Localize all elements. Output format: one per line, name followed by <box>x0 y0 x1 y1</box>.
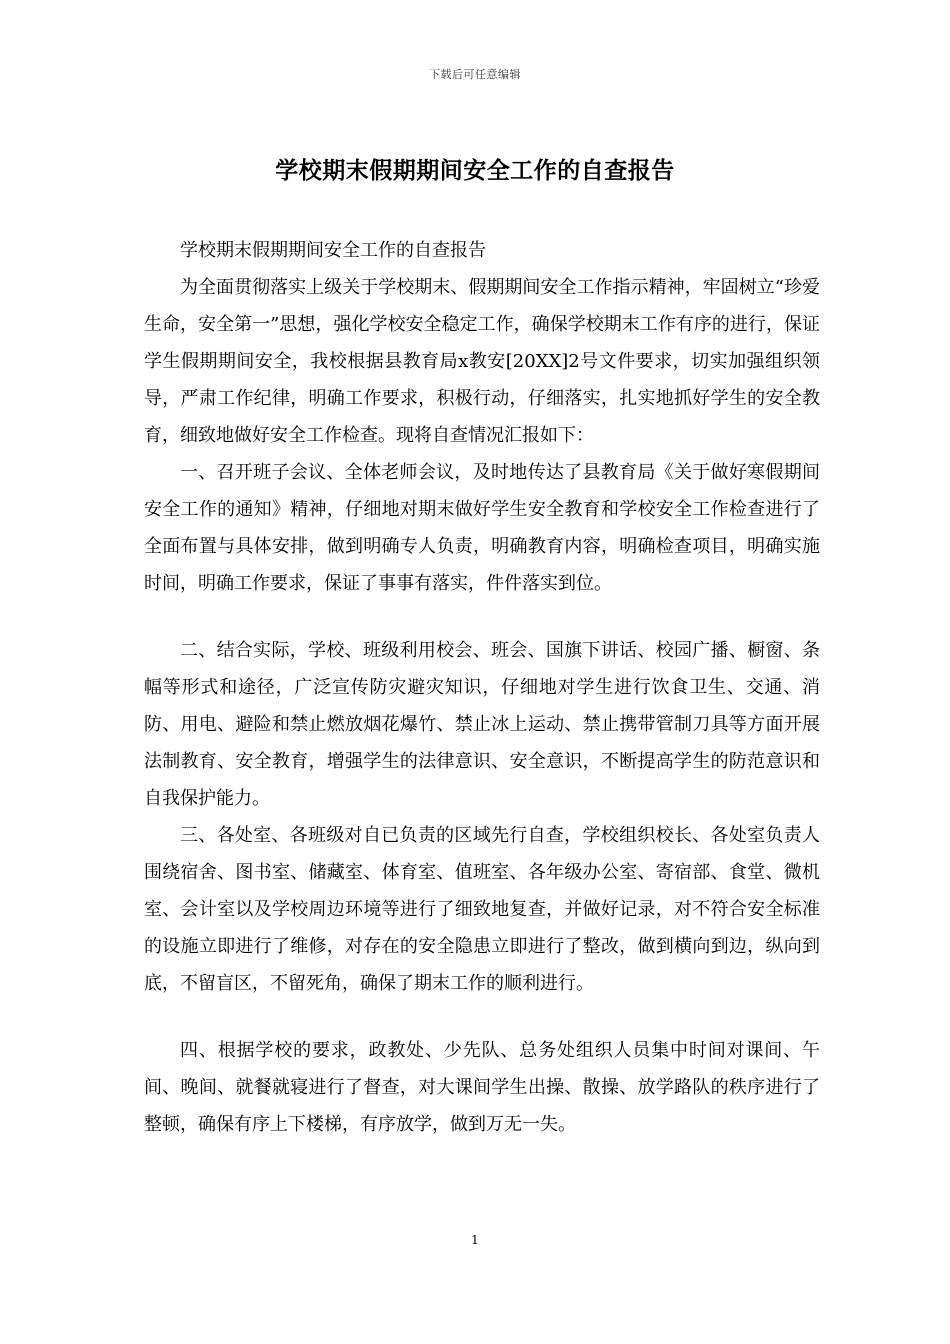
paragraph-intro: 为全面贯彻落实上级关于学校期末、假期期间安全工作指示精神，牢固树立“珍爱生命，安全第一”思想，强化学校安全稳定工作，确保学校期末工作有序的进行，保证学生假期期间安全，我校根据县教育局x教安[20XX]2号文件要求，切实加强组织领导，严肃工作纪律，明确工作要求，积极行动，仔细落实，扎实地抓好学生的安全教育，细致地做好安全工作检查。现将自查情况汇报如下： <box>144 277 820 446</box>
paragraph-spacer <box>144 1002 820 1032</box>
paragraph-section-1: 一、召开班子会议、全体老师会议，及时地传达了县教育局《关于做好寒假期间安全工作的通知》精神，仔细地对期末做好学生安全教育和学校安全工作检查进行了全面布置与具体安排，做到明确专人负责，明确教育内容，明确检查项目，明确实施时间，明确工作要求，保证了事事有落实，件件落实到位。 <box>144 462 820 594</box>
paragraph-section-2: 二、结合实际，学校、班级利用校会、班会、国旗下讲话、校园广播、橱窗、条幅等形式和途径，广泛宣传防灾避灾知识，仔细地对学生进行饮食卫生、交通、消防、用电、避险和禁止燃放烟花爆竹、禁止冰上运动、禁止携带管制刀具等方面开展法制教育、安全教育，增强学生的法律意识、安全意识，不断提高学生的防范意识和自我保护能力。 <box>144 640 820 809</box>
paragraph-section-4: 四、根据学校的要求，政教处、少先队、总务处组织人员集中时间对课间、午间、晚间、就餐就寝进行了督查，对大课间学生出操、散操、放学路队的秩序进行了整顿，确保有序上下楼梯，有序放学，做到万无一失。 <box>144 1040 820 1135</box>
page-number: 1 <box>471 1233 479 1247</box>
paragraph-section-3: 三、各处室、各班级对自已负责的区域先行自查，学校组织校长、各处室负责人围绕宿舍、图书室、储藏室、体育室、值班室、各年级办公室、寄宿部、食堂、微机室、会计室以及学校周边环境等进行了细致地复查，并做好记录，对不符合安全标准的设施立即进行了维修，对存在的安全隐患立即进行了整改，做到横向到边，纵向到底，不留盲区，不留死角，确保了期末工作的顺利进行。 <box>144 825 820 994</box>
document-body <box>144 232 820 1143</box>
document-title: 学校期末假期期间安全工作的自查报告 <box>275 157 675 184</box>
paragraph-spacer <box>144 602 820 632</box>
paragraph-subtitle: 学校期末假期期间安全工作的自查报告 <box>180 240 486 261</box>
page-header-note: 下载后可任意编辑 <box>429 68 521 81</box>
